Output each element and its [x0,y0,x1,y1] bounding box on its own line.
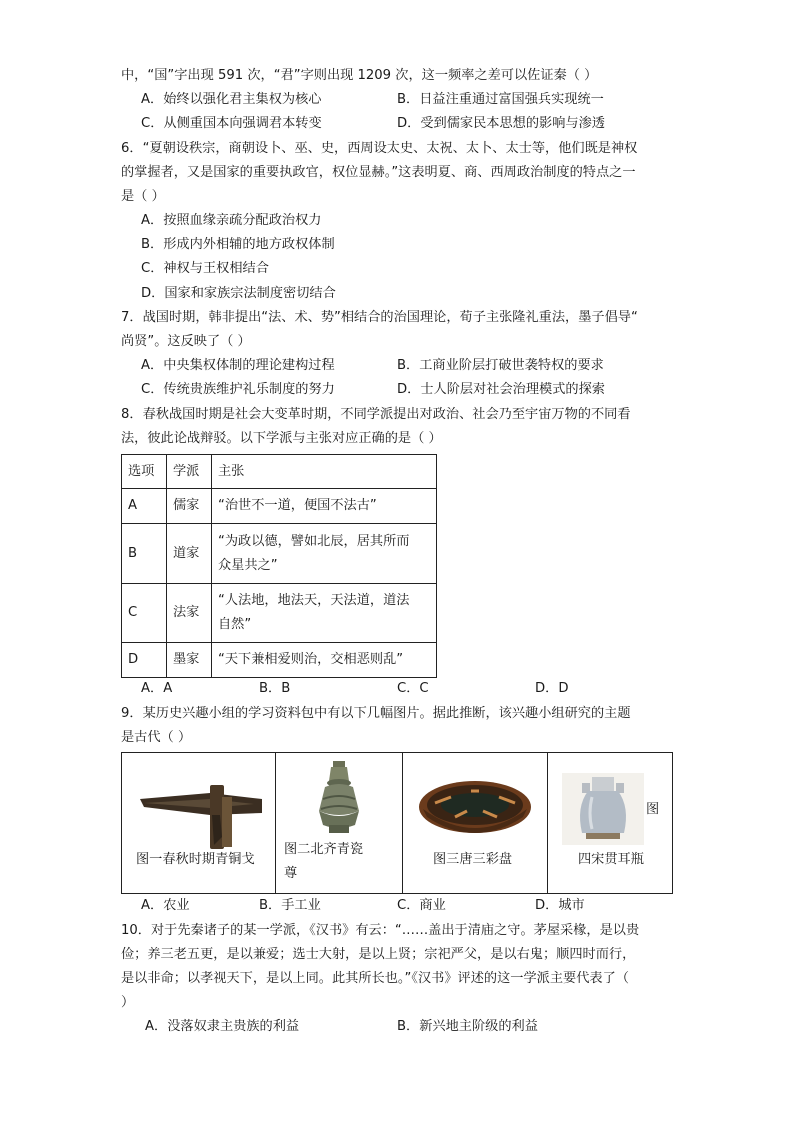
q9-image-table [121,752,673,894]
q6-option-d: D．国家和家族宗法制度密切结合 [141,286,336,301]
caption-figure-1: 图一春秋时期青铜戈 [136,852,255,867]
sancai-plate-image [415,777,535,847]
table-cell-option: A [122,489,167,524]
q7-stem-line1: 7．战国时期，韩非提出“法、术、势”相结合的治国理论，荀子主张隆礼重法，墨子倡导“ [121,310,638,325]
claim-text: “治世不一道，便国不法古” [218,498,377,513]
caption-figure-4: 四宋贯耳瓶 [578,852,644,867]
q7-option-c: C．传统贵族维护礼乐制度的努力 [141,382,335,397]
caption-figure-3: 图三唐三彩盘 [433,852,513,867]
table-header-cell: 选项 [122,455,167,489]
q6-stem-line2: 的掌握者，又是国家的重要执政官，权位显赫。”这表明夏、商、西周政治制度的特点之一 [121,165,636,180]
q10-stem-line2: 俭；养三老五更，是以兼爱；选士大射，是以上贤；宗祀严父，是以右鬼；顺四时而行， [121,947,636,962]
q10-stem-line4: ） [121,995,135,1010]
image-cell-sancai-plate [403,753,548,893]
table-cell-option: D [122,643,167,678]
q7-option-d: D．士人阶层对社会治理模式的探索 [397,382,605,397]
song-vase-image [562,773,644,845]
q5-option-a: A．始终以强化君主集权为核心 [141,92,322,107]
q5-option-d: D．受到儒家民本思想的影响与渗透 [397,116,605,131]
q10-option-a: A．没落奴隶主贵族的利益 [145,1019,300,1034]
q7-stem-line2: 尚贤”。这反映了（ ） [121,334,251,349]
claim-text: 自然” [218,617,252,632]
image-cell-celadon-zun [276,753,403,893]
caption-figure-4-prefix: 图 [646,802,660,817]
table-cell-school: 道家 [167,524,212,584]
table-cell-claim [212,524,437,584]
caption-figure-2-cont: 尊 [284,866,298,881]
celadon-vessel-image [309,759,369,839]
q10-stem-line3: 是以非命；以孝视天下，是以上同。此其所长也。”《汉书》评述的这一学派主要代表了（ [121,971,629,986]
q7-option-a: A．中央集权体制的理论建构过程 [141,358,335,373]
table-cell-option: B [122,524,167,584]
q7-option-b: B．工商业阶层打破世袭特权的要求 [397,358,604,373]
caption-figure-2: 图二北齐青瓷 [284,842,364,857]
table-row [122,643,437,678]
table-cell-school: 墨家 [167,643,212,678]
q8-option-b: B．B [259,681,291,696]
q6-stem-line3: 是（ ） [121,189,165,204]
q6-option-b: B．形成内外相辅的地方政权体制 [141,237,335,252]
q9-option-b: B．手工业 [259,898,321,913]
q6-option-a: A．按照血缘亲疏分配政治权力 [141,213,322,228]
table-cell-school: 儒家 [167,489,212,524]
table-row [122,524,437,584]
q8-stem-line1: 8．春秋战国时期是社会大变革时期，不同学派提出对政治、社会乃至宇宙万物的不同看 [121,407,631,422]
q8-option-c: C．C [397,681,429,696]
q9-stem-line2: 是古代（ ） [121,730,192,745]
image-cell-bronze-ge [122,753,276,893]
q8-option-d: D．D [535,681,569,696]
q9-option-a: A．农业 [141,898,190,913]
table-cell-school: 法家 [167,584,212,643]
table-cell-option: C [122,584,167,643]
q10-option-b: B．新兴地主阶级的利益 [397,1019,538,1034]
q8-option-a: A．A [141,681,173,696]
table-header-cell: 主张 [212,455,437,489]
image-cell-song-vase [548,753,674,893]
table-row [122,584,437,643]
q5-option-b: B．日益注重通过富国强兵实现统一 [397,92,604,107]
table-cell-claim [212,584,437,643]
claim-text: “天下兼相爱则治，交相恶则乱” [218,652,404,667]
table-row [122,489,437,524]
table-cell-claim [212,643,437,678]
q5-stem: 中，“国”字出现 591 次，“君”字则出现 1209 次，这一频率之差可以佐证秦（ ） [121,68,598,83]
table-cell-claim [212,489,437,524]
q8-stem-line2: 法，彼此论战辩驳。以下学派与主张对应正确的是（ ） [121,431,442,446]
claim-text: “为政以德，譬如北辰，居其所而 [218,533,410,549]
claim-text: “人法地，地法天，天法道，道法 [218,593,410,608]
table-header-row [122,455,437,489]
q9-option-c: C．商业 [397,898,446,913]
q10-stem-line1: 10．对于先秦诸子的某一学派，《汉书》有云：“……盖出于清庙之守。茅屋采椽，是以贵 [121,923,640,938]
q5-option-c: C．从侧重国本向强调君本转变 [141,116,322,131]
q6-stem-line1: 6．“夏朝设秩宗，商朝设卜、巫、史，西周设太史、太祝、太卜、太士等，他们既是神权 [121,141,638,156]
q6-option-c: C．神权与王权相结合 [141,261,269,276]
q8-table [121,454,437,678]
q9-option-d: D．城市 [535,898,585,913]
table-header-cell: 学派 [167,455,212,489]
q9-stem-line1: 9．某历史兴趣小组的学习资料包中有以下几幅图片。据此推断，该兴趣小组研究的主题 [121,706,631,721]
claim-text: 众星共之” [218,557,278,573]
